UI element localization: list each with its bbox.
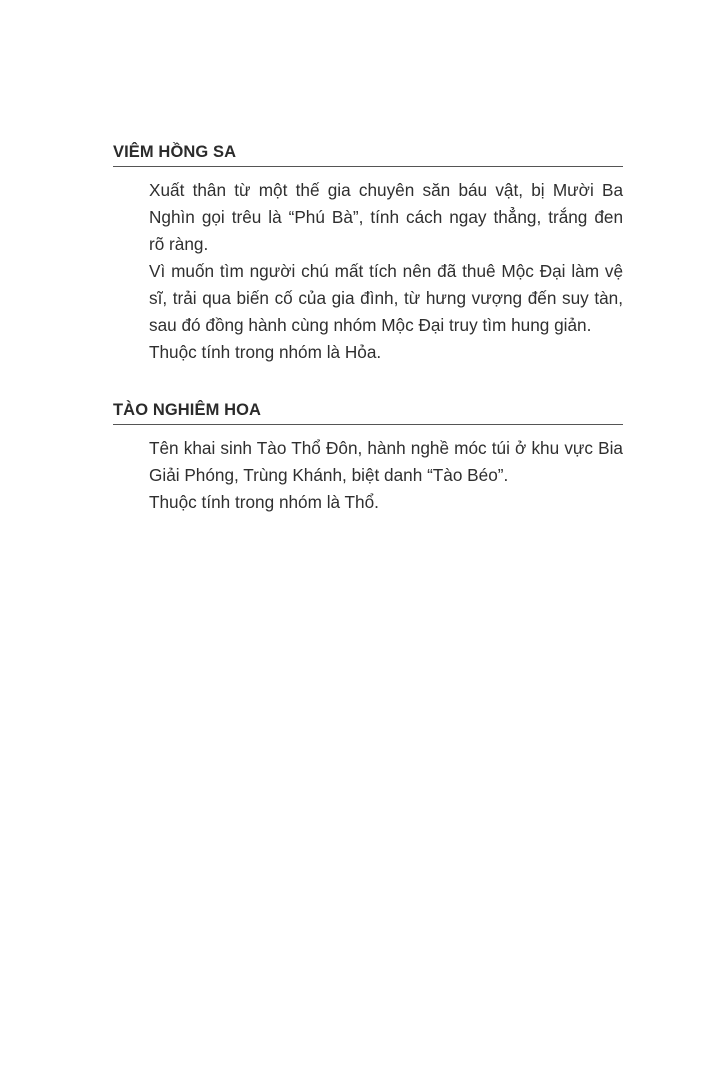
- text-line: Tên khai sinh Tào Thổ Đôn, hành nghề móc túi ở khu vực Bia: [149, 438, 623, 458]
- character-heading: TÀO NGHIÊM HOA: [113, 398, 623, 425]
- text-line: Vì muốn tìm người chú mất tích nên đã thuê Mộc Đại làm vệ: [149, 261, 623, 281]
- description-paragraph: [149, 177, 623, 258]
- text-line: Thuộc tính trong nhóm là Hỏa.: [149, 342, 382, 362]
- text-line: sĩ, trải qua biến cố của gia đình, từ hưng vượng đến suy tàn,: [149, 288, 623, 308]
- character-description: [149, 177, 623, 366]
- character-entry-viem-hong-sa: [113, 140, 623, 366]
- description-paragraph: [149, 339, 623, 366]
- text-line: Nghìn gọi trêu là “Phú Bà”, tính cách ngay thẳng, trắng đen: [149, 207, 623, 227]
- text-line: Thuộc tính trong nhóm là Thổ.: [149, 492, 379, 512]
- description-paragraph: [149, 258, 623, 339]
- character-entry-tao-nghiem-hoa: [113, 398, 623, 516]
- text-line: rõ ràng.: [149, 234, 209, 254]
- character-heading: VIÊM HỒNG SA: [113, 140, 623, 167]
- text-line: Xuất thân từ một thế gia chuyên săn báu vật, bị Mười Ba: [149, 180, 623, 200]
- text-line: Giải Phóng, Trùng Khánh, biệt danh “Tào Béo”.: [149, 465, 509, 485]
- description-paragraph: [149, 489, 623, 516]
- character-description: [149, 435, 623, 516]
- text-line: sau đó đồng hành cùng nhóm Mộc Đại truy tìm hung giản.: [149, 315, 592, 335]
- description-paragraph: [149, 435, 623, 489]
